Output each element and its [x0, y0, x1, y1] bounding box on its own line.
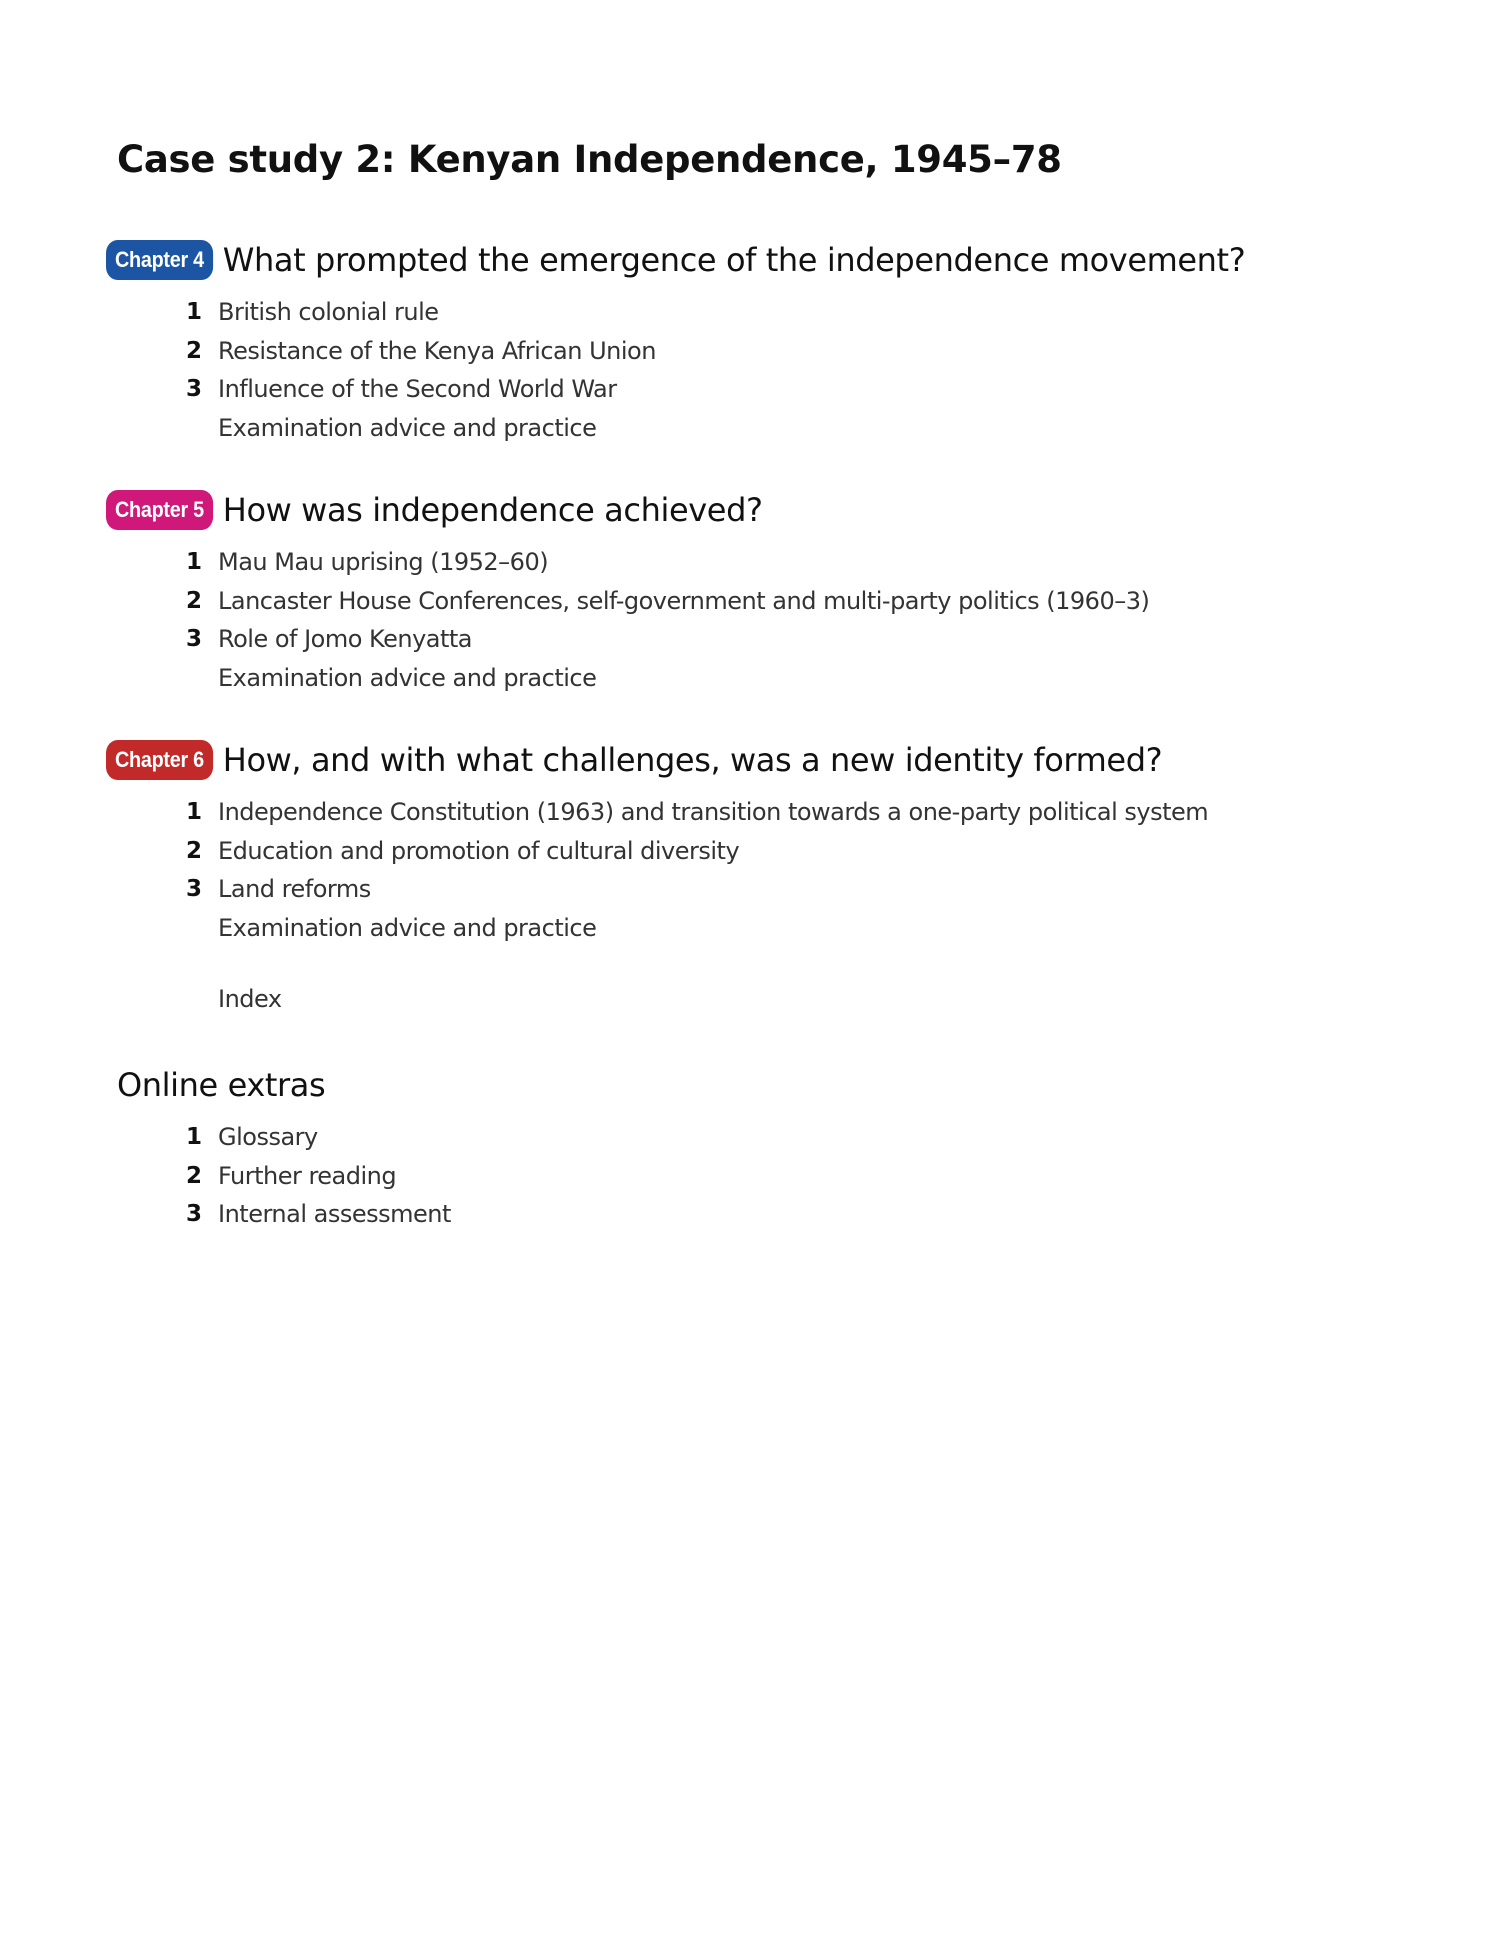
- toc-item[interactable]: [106, 293, 1406, 332]
- case-study-title: Case study 2: Kenyan Independence, 1945–78: [117, 138, 1062, 181]
- item-title: Independence Constitution (1963) and transition towards a one-party political system: [218, 798, 1209, 826]
- item-number: 2: [186, 837, 203, 864]
- item-number: 2: [186, 587, 203, 614]
- item-title: Education and promotion of cultural diversity: [218, 836, 740, 865]
- chapter-5-title: How was independence achieved?: [222, 491, 763, 529]
- chapter-4-badge: Chapter 4: [106, 240, 213, 280]
- item-title: Examination advice and practice: [218, 413, 597, 442]
- chapter-6-section: [106, 737, 1406, 947]
- item-number: 1: [186, 1124, 203, 1150]
- online-extras-title: Online extras: [117, 1066, 326, 1104]
- toc-item[interactable]: [106, 870, 1406, 909]
- toc-item-index[interactable]: Index: [218, 985, 282, 1013]
- item-title: British colonial rule: [218, 298, 439, 326]
- toc-item[interactable]: [106, 1195, 1406, 1234]
- item-title: Glossary: [218, 1123, 318, 1151]
- item-title: Role of Jomo Kenyatta: [218, 625, 473, 653]
- toc-item[interactable]: [106, 832, 1406, 871]
- item-number: 1: [186, 299, 203, 325]
- toc-item-exam-advice[interactable]: [106, 909, 1406, 948]
- chapter-6-title: How, and with what challenges, was a new identity formed?: [222, 741, 1163, 779]
- chapter-heading: [106, 487, 1406, 533]
- item-title: Internal assessment: [218, 1200, 451, 1228]
- online-extras-item-list: [106, 1118, 1406, 1234]
- item-number: 3: [186, 626, 203, 652]
- item-title: Examination advice and practice: [218, 663, 597, 692]
- item-number: 3: [186, 1201, 203, 1227]
- toc-item[interactable]: [106, 1118, 1406, 1157]
- chapter-6-item-list: [106, 793, 1406, 947]
- toc-item-exam-advice[interactable]: [106, 409, 1406, 448]
- item-title: Lancaster House Conferences, self-government and multi-party politics (1960–3): [218, 586, 1150, 615]
- item-number: 2: [186, 337, 203, 364]
- item-title: Resistance of the Kenya African Union: [218, 336, 656, 365]
- toc-item[interactable]: [106, 620, 1406, 659]
- toc-item[interactable]: [106, 582, 1406, 621]
- online-extras-section: [106, 1062, 1406, 1234]
- chapter-5-badge: Chapter 5: [106, 490, 213, 530]
- item-title: Examination advice and practice: [218, 913, 597, 942]
- chapter-5-item-list: [106, 543, 1406, 697]
- toc-item[interactable]: [106, 793, 1406, 832]
- toc-item[interactable]: [106, 1157, 1406, 1196]
- toc-item[interactable]: [106, 332, 1406, 371]
- item-number: 1: [186, 799, 203, 825]
- chapter-5-section: [106, 487, 1406, 697]
- chapter-heading: [106, 737, 1406, 783]
- chapter-heading: [106, 237, 1406, 283]
- toc-item[interactable]: [106, 543, 1406, 582]
- item-title: Influence of the Second World War: [218, 375, 617, 403]
- toc-item-exam-advice[interactable]: [106, 659, 1406, 698]
- item-number: 2: [186, 1162, 203, 1189]
- chapter-4-title: What prompted the emergence of the independence movement?: [222, 241, 1246, 279]
- item-number: 3: [186, 376, 203, 402]
- toc-item[interactable]: [106, 370, 1406, 409]
- chapter-4-item-list: [106, 293, 1406, 447]
- item-number: 3: [186, 876, 203, 902]
- chapter-4-section: [106, 237, 1406, 447]
- item-title: Further reading: [218, 1161, 397, 1190]
- chapter-6-badge: Chapter 6: [106, 740, 213, 780]
- item-title: Land reforms: [218, 875, 371, 903]
- item-title: Mau Mau uprising (1952–60): [218, 548, 549, 576]
- item-number: 1: [186, 549, 203, 575]
